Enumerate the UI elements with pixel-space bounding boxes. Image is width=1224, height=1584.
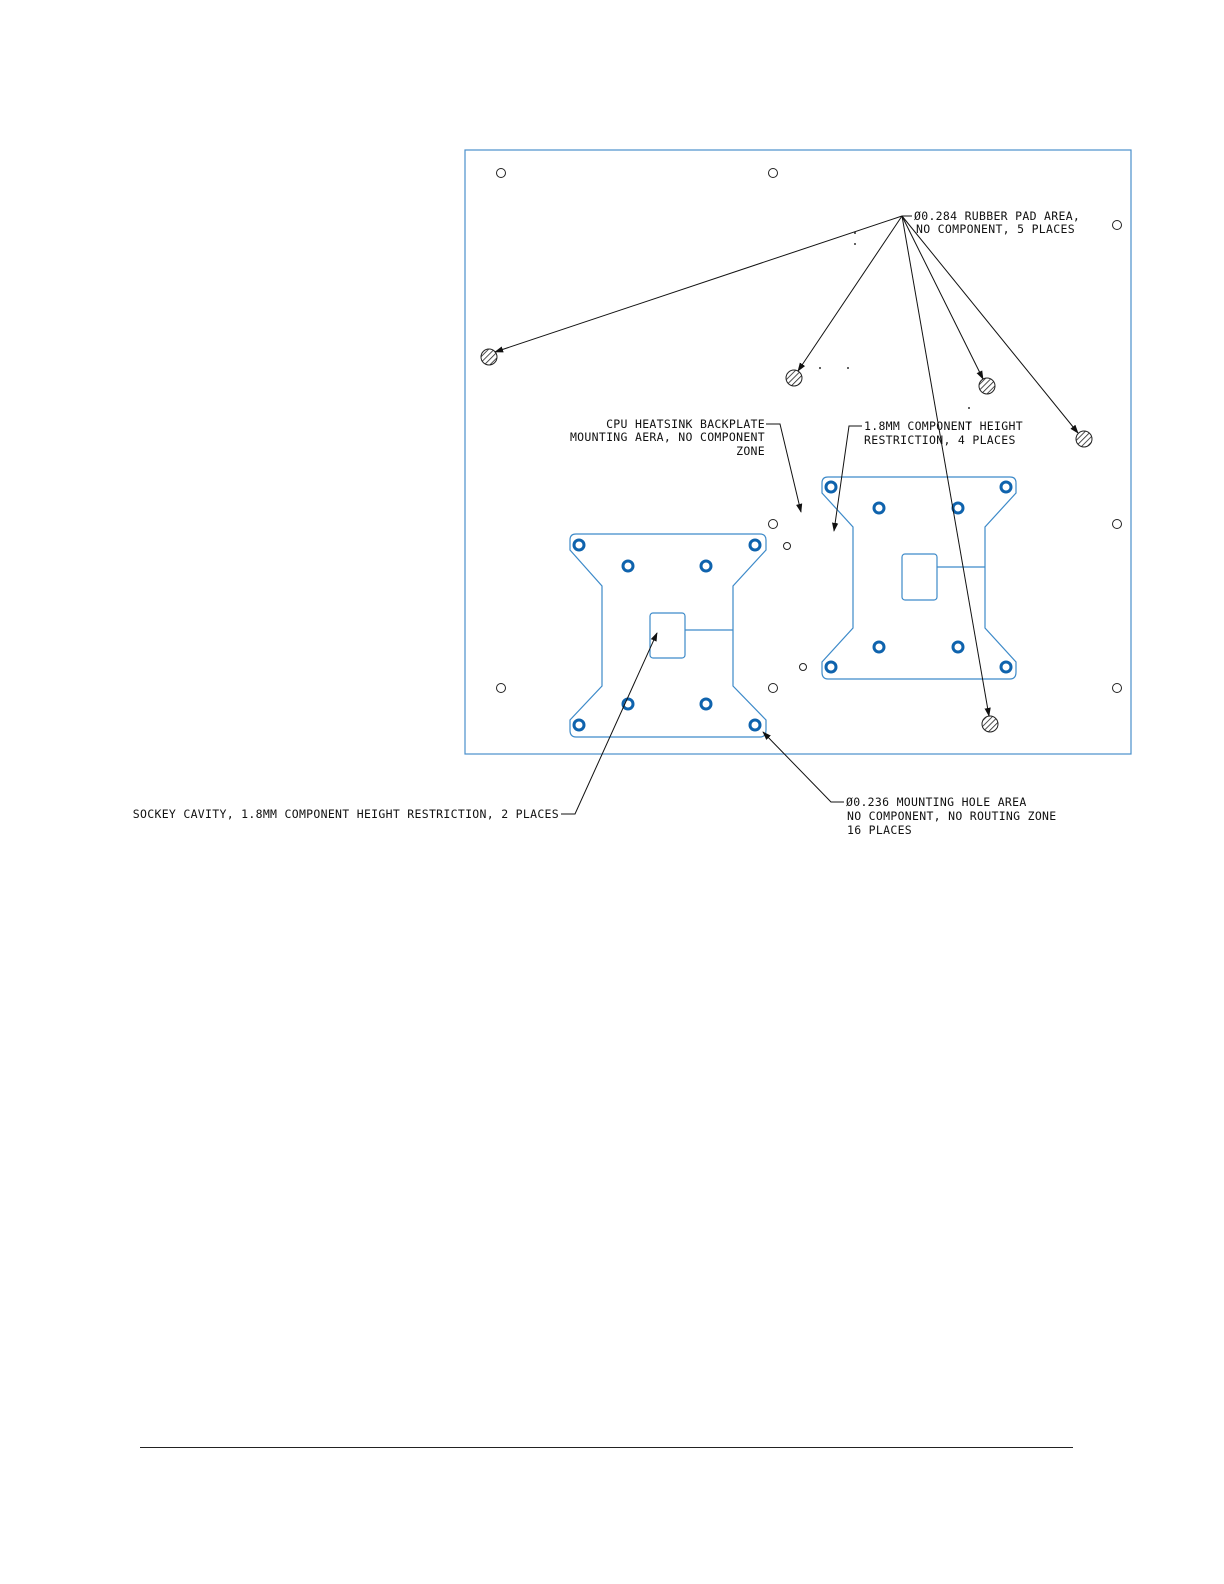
height-restriction-callout — [834, 419, 1023, 531]
rubber-pad — [1076, 431, 1092, 447]
board-hole — [1113, 221, 1122, 230]
mounting-hole — [623, 561, 633, 571]
socket-cavity-callout — [133, 633, 657, 821]
mounting-hole — [874, 642, 884, 652]
mounting-hole — [1001, 482, 1011, 492]
board-hole — [497, 684, 506, 693]
backplate-left — [570, 534, 766, 737]
mounting-hole — [874, 503, 884, 513]
leader-arrow — [902, 216, 1078, 433]
socket-cavity — [902, 554, 937, 600]
mounting-hole — [701, 561, 711, 571]
mounting-hole — [953, 503, 963, 513]
leader-arrow — [766, 424, 801, 512]
backplate-label-line2: MOUNTING AERA, NO COMPONENT — [569, 430, 765, 444]
rubber-pad-label-line1: Ø0.284 RUBBER PAD AREA, — [914, 209, 1081, 223]
backplate-outline — [570, 534, 766, 737]
height-restriction-label-line1: 1.8MM COMPONENT HEIGHT — [864, 419, 1023, 433]
backplate-label-line3: ZONE — [736, 444, 765, 458]
footer-divider — [140, 1447, 1073, 1448]
leader-arrow — [902, 216, 983, 379]
rubber-pad — [979, 378, 995, 394]
board-hole — [769, 520, 778, 529]
leader-arrow — [798, 216, 902, 371]
board-hole — [769, 169, 778, 178]
mounting-hole-label-line3: 16 PLACES — [847, 823, 913, 837]
rubber-pad — [786, 370, 802, 386]
backplate-right — [822, 477, 1016, 679]
drawing-specks — [819, 232, 970, 424]
rubber-pads — [481, 349, 1092, 732]
leader-arrow — [902, 216, 989, 716]
mounting-hole-label-line2: NO COMPONENT, NO ROUTING ZONE — [847, 809, 1057, 823]
mounting-hole-label-line1: Ø0.236 MOUNTING HOLE AREA — [846, 795, 1027, 809]
height-restriction-label-line2: RESTRICTION, 4 PLACES — [864, 433, 1016, 447]
rubber-pad — [481, 349, 497, 365]
rubber-pad — [982, 716, 998, 732]
rubber-pad-label-line2: NO COMPONENT, 5 PLACES — [916, 222, 1075, 236]
mounting-hole — [1001, 662, 1011, 672]
board-hole — [769, 684, 778, 693]
mounting-hole — [574, 540, 584, 550]
leader-arrow — [834, 426, 862, 531]
leader-arrow — [495, 216, 902, 352]
mounting-hole — [701, 699, 711, 709]
board-hole — [800, 664, 807, 671]
board-outline — [465, 150, 1131, 754]
socket-cavity-label: SOCKEY CAVITY, 1.8MM COMPONENT HEIGHT RESTRICTION, 2 PLACES — [132, 807, 559, 821]
rubber-pad-callout — [495, 209, 1080, 716]
mounting-hole — [750, 720, 760, 730]
mounting-hole-callout — [763, 732, 1056, 837]
backplate-outline — [822, 477, 1016, 679]
board-hole — [497, 169, 506, 178]
leader-arrow — [763, 732, 844, 802]
mounting-hole — [953, 642, 963, 652]
board-hole — [784, 543, 791, 550]
board-hole — [1113, 684, 1122, 693]
backplate-callout — [570, 417, 801, 512]
mounting-hole — [826, 662, 836, 672]
mounting-hole — [826, 482, 836, 492]
backplate-label-line1: CPU HEATSINK BACKPLATE — [606, 417, 765, 431]
mounting-hole — [574, 720, 584, 730]
mounting-hole — [750, 540, 760, 550]
socket-cavity — [650, 613, 685, 658]
board-hole — [1113, 520, 1122, 529]
